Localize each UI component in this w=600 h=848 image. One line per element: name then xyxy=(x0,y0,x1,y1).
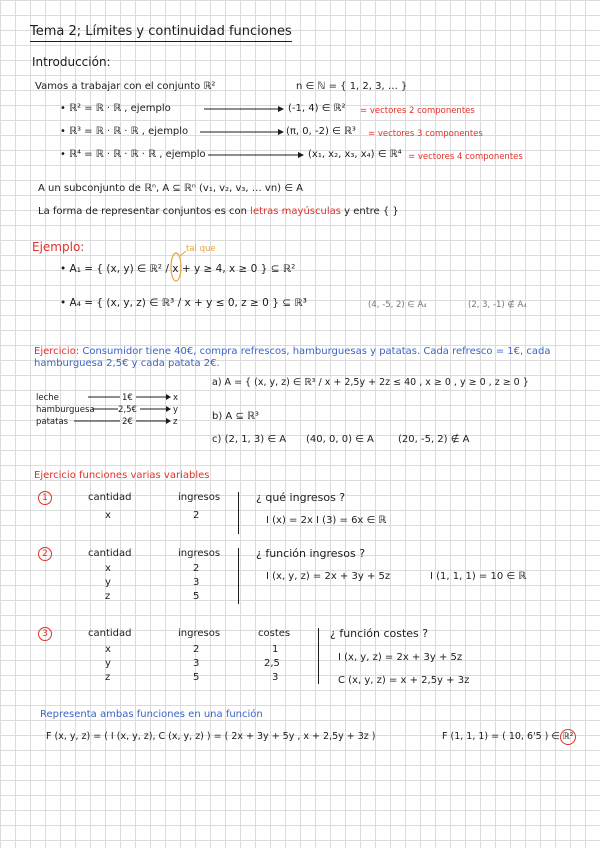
tal-que-note: tal que xyxy=(186,244,216,254)
answer-3-cost: C (x, y, z) = x + 2,5y + 3z xyxy=(338,675,470,686)
intro-row-left: • ℝ⁴ = ℝ · ℝ · ℝ · ℝ , ejemplo xyxy=(60,149,206,160)
cantidad-cell: y xyxy=(105,577,111,588)
intro-row-point: (-1, 4) ∈ ℝ² xyxy=(288,103,346,114)
answer-1: I (x) = 2x I (3) = 6x ∈ ℝ xyxy=(266,515,387,526)
question-3: ¿ función costes ? xyxy=(330,627,429,640)
ingresos-cell: 3 xyxy=(193,658,200,669)
ejemplo-heading: Ejemplo: xyxy=(32,240,85,254)
circled-r2: ℝ² xyxy=(560,729,576,745)
ingresos-cell: 2 xyxy=(193,644,200,655)
answer-2: I (x, y, z) = 2x + 3y + 5z xyxy=(266,571,391,582)
item-price: 1€ xyxy=(122,393,133,403)
cantidad-cell: z xyxy=(105,591,111,602)
page-title: Tema 2; Límites y continuidad funciones xyxy=(30,24,292,39)
problem-number-circle: 1 xyxy=(38,491,52,505)
header-cantidad: cantidad xyxy=(88,548,132,559)
point-in-a4: (4, -5, 2) ∈ A₄ xyxy=(368,300,427,310)
intro-row-left: • ℝ² = ℝ · ℝ , ejemplo xyxy=(60,103,171,114)
cantidad-cell: y xyxy=(105,658,111,669)
separator-line xyxy=(238,492,239,534)
final-equation: F (x, y, z) = ( I (x, y, z), C (x, y, z) ) = ( 2x + 3y + 5y , x + 2,5y + 3z ) xyxy=(46,731,376,742)
natural-set: n ∈ ℕ = { 1, 2, 3, … } xyxy=(296,81,408,92)
intro-row-desc: = vectores 2 componentes xyxy=(360,106,475,116)
answer-c1: c) (2, 1, 3) ∈ A xyxy=(212,434,287,445)
ingresos-cell: 5 xyxy=(193,672,200,683)
answer-b: b) A ⊆ ℝ³ xyxy=(212,411,259,422)
intro-heading: Introducción: xyxy=(32,55,111,69)
answer-3-income: I (x, y, z) = 2x + 3y + 5z xyxy=(338,652,463,663)
answer-a: a) A = { (x, y, z) ∈ ℝ³ / x + 2,5y + 2z ≤ 40 , x ≥ 0 , y ≥ 0 , z ≥ 0 } xyxy=(212,377,529,388)
answer-c3: (20, -5, 2) ∉ A xyxy=(398,434,470,445)
costes-cell: 1 xyxy=(272,644,279,655)
item-price: 2€ xyxy=(122,417,133,427)
intro-row-desc: = vectores 4 componentes xyxy=(408,152,523,162)
intro-row-desc: = vectores 3 componentes xyxy=(368,129,483,139)
problem-number-circle: 2 xyxy=(38,547,52,561)
item-name: hamburguesa xyxy=(36,405,95,415)
costes-cell: 2,5 xyxy=(264,658,280,669)
item-var: z xyxy=(173,417,178,427)
forma-line: La forma de representar conjuntos es con letras mayúsculas y entre { } xyxy=(38,206,399,217)
item-var: y xyxy=(173,405,179,415)
item-price: 2,5€ xyxy=(118,405,137,415)
intro-line: Vamos a trabajar con el conjunto ℝ² xyxy=(35,81,216,92)
header-cantidad: cantidad xyxy=(88,628,132,639)
final-heading: Representa ambas funciones en una función xyxy=(40,709,263,720)
ingresos-cell: 5 xyxy=(193,591,200,602)
title-underline xyxy=(30,41,292,42)
separator-line xyxy=(238,548,239,604)
ingresos-cell: 3 xyxy=(193,577,200,588)
ejercicio-text: hamburguesa 2,5€ y cada patata 2€. xyxy=(34,358,220,369)
cantidad-cell: z xyxy=(105,672,111,683)
set-a4: • A₄ = { (x, y, z) ∈ ℝ³ / x + y ≤ 0, z ≥ 0 } ⊆ ℝ³ xyxy=(60,297,307,309)
header-cantidad: cantidad xyxy=(88,492,132,503)
intro-row-point: (π, 0, -2) ∈ ℝ³ xyxy=(286,126,356,137)
intro-row-point: (x₁, x₂, x₃, x₄) ∈ ℝ⁴ xyxy=(308,149,402,160)
header-ingresos: ingresos xyxy=(178,628,221,639)
separator-line xyxy=(318,628,319,684)
funciones-heading: Ejercicio funciones varias variables xyxy=(34,470,210,481)
question-1: ¿ qué ingresos ? xyxy=(256,491,346,504)
problem-number-circle: 3 xyxy=(38,627,52,641)
ingresos-cell: 2 xyxy=(193,563,200,574)
eval-2: I (1, 1, 1) = 10 ∈ ℝ xyxy=(430,571,527,582)
cantidad-cell: x xyxy=(105,563,111,574)
point-not-in-a4: (2, 3, -1) ∉ A₄ xyxy=(468,300,527,310)
cantidad-cell: x xyxy=(105,644,111,655)
item-name: patatas xyxy=(36,417,69,427)
answer-c2: (40, 0, 0) ∈ A xyxy=(306,434,374,445)
set-a1: • A₁ = { (x, y) ∈ ℝ² / x + y ≥ 4, x ≥ 0 } ⊆ ℝ² xyxy=(60,263,296,275)
intro-row-left: • ℝ³ = ℝ · ℝ · ℝ , ejemplo xyxy=(60,126,189,137)
header-costes: costes xyxy=(258,628,291,639)
final-eval: F (1, 1, 1) = ( 10, 6'5 ) ∈ xyxy=(442,731,560,742)
ejercicio-heading: Ejercicio: Consumidor tiene 40€, compra refrescos, hamburguesas y patatas. Cada refresco = 1€, cada xyxy=(34,346,551,357)
costes-cell: 3 xyxy=(272,672,279,683)
header-ingresos: ingresos xyxy=(178,548,221,559)
cantidad-cell: x xyxy=(105,510,111,521)
ingresos-cell: 2 xyxy=(193,510,200,521)
subset-line: A un subconjunto de ℝⁿ, A ⊆ ℝⁿ (v₁, v₂, v₃, … vn) ∈ A xyxy=(38,183,303,194)
item-name: leche xyxy=(36,393,59,403)
question-2: ¿ función ingresos ? xyxy=(256,547,366,560)
header-ingresos: ingresos xyxy=(178,492,221,503)
item-var: x xyxy=(173,393,179,403)
